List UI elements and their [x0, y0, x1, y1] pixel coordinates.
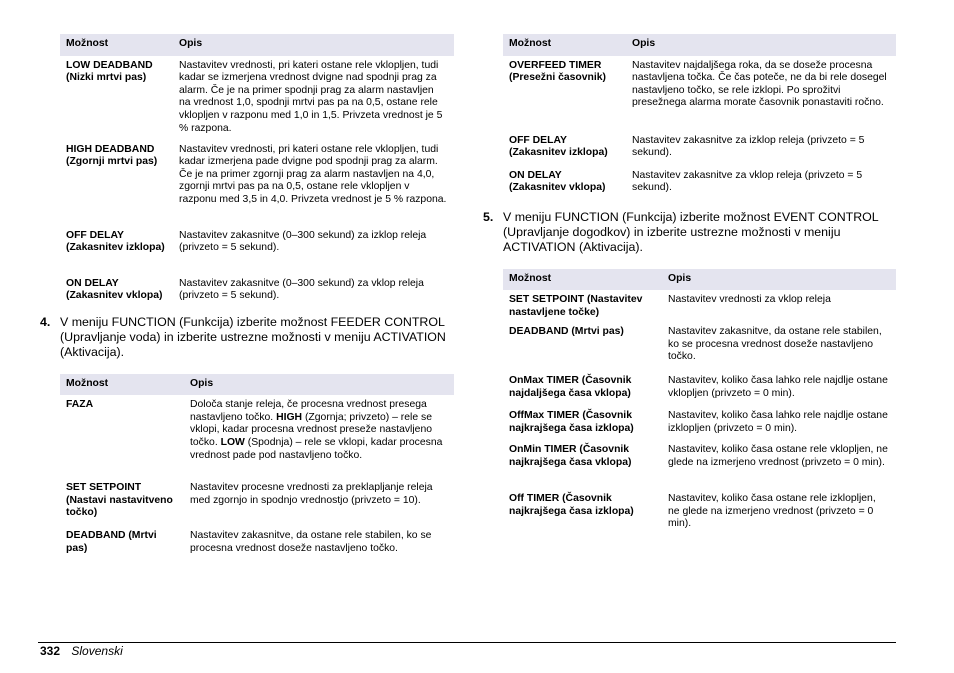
option-description: Nastavitev, koliko časa lahko rele najdlje ostane vklopljen (privzeto = 0 min). — [668, 375, 888, 399]
option-name: SET SETPOINT (Nastavitev nastavljene točke) — [509, 294, 643, 318]
table-row — [60, 56, 454, 144]
column-header: Možnost — [503, 269, 662, 291]
step-5 — [483, 210, 896, 255]
table-row — [60, 278, 454, 306]
option-name: SET SETPOINT (Nastavi nastavitveno točko) — [66, 482, 173, 519]
column-header: Možnost — [60, 374, 184, 396]
option-description: Nastavitev vrednosti, pri kateri ostane rele vklopljen, tudi kadar se izmerjena vrednost dvigne nad spodnji prag za alarm. Če je na primer spodnji prag za alarm nastavljen na vrednost 1,0, spodnji mrtvi pas pa na 0,5, ostane rele vklopljen v razponu med 1,0 in 1,5. Privzeta vrednost je 5 % razpona. — [179, 59, 443, 134]
option-description: Nastavitev, koliko časa ostane rele vklopljen, ne glede na izmerjeno vrednost (privzeto = 0 min). — [668, 444, 888, 468]
option-name: OffMax TIMER (Časovnik najkrajšega časa izklopa) — [509, 410, 634, 434]
event-control-table — [503, 269, 896, 534]
option-name: ON DELAY (Zakasnitev vklopa) — [66, 277, 163, 302]
option-description: Nastavitev zakasnitve, da ostane rele stabilen, ko se procesna vrednost doseže nastavljeno točko. — [190, 530, 432, 554]
description-keyword: LOW — [220, 436, 245, 448]
step-number: 4. — [40, 314, 51, 329]
option-description: Nastavitev, koliko časa ostane rele izklopljen, ne glede na izmerjeno vrednost (privzeto = 0 min). — [668, 493, 876, 530]
table-row — [60, 482, 454, 530]
description-text: (Zgornja; privzeto) – rele se vklopi, kadar procesna vrednost preseže nastavljeno točko. — [190, 411, 433, 448]
option-name: ON DELAY (Zakasnitev vklopa) — [509, 169, 606, 194]
option-name: LOW DEADBAND (Nizki mrtvi pas) — [66, 59, 153, 84]
step-text: V meniju FUNCTION (Funkcija) izberite možnost FEEDER CONTROL (Upravljanje voda) in izberite ustrezne možnosti v meniju ACTIVATION (Aktivacija). — [60, 314, 446, 359]
step-number: 5. — [483, 209, 494, 224]
option-name: OFF DELAY (Zakasnitev izklopa) — [66, 229, 165, 254]
column-header: Možnost — [503, 34, 626, 56]
footer-language: Slovenski — [71, 644, 123, 658]
option-description: Nastavitev vrednosti, pri kateri ostane rele vklopljen, tudi kadar izmerjena pade dvigne pod spodnji prag za alarm. Če je na primer zgornji prag za alarm nastavljen na 4,0, zgornji mrtvi pas pa na 0,5, ostane rele vklopljen v razponu med 3,5 in 4,0. Privzeta vrednost je 5 % razpona. — [179, 143, 447, 205]
option-name: OFF DELAY (Zakasnitev izklopa) — [509, 134, 608, 159]
option-name: Off TIMER (Časovnik najkrajšega časa izklopa) — [509, 493, 634, 517]
option-description: Nastavitev, koliko časa lahko rele najdlje ostane izklopljen (privzeto = 0 min). — [668, 410, 888, 434]
option-name: OnMin TIMER (Časovnik najkrajšega časa vklopa) — [509, 444, 632, 468]
option-name: DEADBAND (Mrtvi pas) — [66, 530, 157, 554]
description-text: (Spodnja) – rele se vklopi, kadar procesna vrednost pade pod nastavljeno točko. — [190, 436, 443, 461]
table-header-row — [503, 34, 896, 56]
option-description: Nastavitev procesne vrednosti za preklapljanje releja med zgornjo in spodnjo vrednostjo (privzeto = 10). — [190, 482, 433, 506]
table-row — [503, 56, 896, 135]
feeder-control-table — [60, 374, 454, 559]
option-name: OnMax TIMER (Časovnik najdaljšega časa vklopa) — [509, 375, 632, 399]
table-row — [60, 230, 454, 278]
column-header: Možnost — [60, 34, 173, 56]
table-header-row — [60, 34, 454, 56]
option-description: Nastavitev zakasnitve, da ostane rele stabilen, ko se procesna vrednost doseže nastavljeno točko. — [668, 326, 882, 363]
option-name: DEADBAND (Mrtvi pas) — [509, 326, 624, 338]
low-high-deadband-table — [60, 34, 454, 306]
page-number: 332 — [40, 644, 61, 658]
description-text: Določa stanje releja, če procesna vrednost presega nastavljeno točko. — [190, 399, 427, 423]
table-row — [503, 444, 896, 493]
option-description: Nastavitev zakasnitve za izklop releja (privzeto = 5 sekund). — [632, 134, 865, 159]
table-row — [503, 410, 896, 444]
column-header: Opis — [626, 34, 896, 56]
table-row — [503, 135, 896, 170]
option-description — [184, 395, 454, 482]
option-description: Nastavitev najdaljšega roka, da se doseže procesna nastavljena točka. Če čas poteče, ne da bi rele dosegel nastavljeno točko, se rele izklopi. Po sprožitvi presežnega alarma morate časovnik ponastaviti ročno. — [632, 59, 887, 109]
table-row — [60, 144, 454, 230]
table-row — [503, 326, 896, 375]
table-row — [503, 290, 896, 326]
option-name: OVERFEED TIMER (Presežni časovnik) — [509, 59, 607, 84]
column-header: Opis — [184, 374, 454, 396]
column-header: Opis — [173, 34, 454, 56]
step-text: V meniju FUNCTION (Funkcija) izberite možnost EVENT CONTROL (Upravljanje dogodkov) in izberite ustrezne možnosti v meniju ACTIVATION (Aktivacija). — [503, 209, 879, 254]
table-header-row — [503, 269, 896, 291]
table-row — [503, 375, 896, 410]
table-row — [503, 493, 896, 533]
overfeed-timer-table — [503, 34, 896, 198]
right-column — [483, 34, 896, 533]
option-description: Nastavitev zakasnitve (0–300 sekund) za izklop releja (privzeto = 5 sekund). — [179, 229, 427, 254]
option-name: HIGH DEADBAND (Zgornji mrtvi pas) — [66, 143, 158, 168]
option-description: Nastavitev vrednosti za vklop releja — [668, 294, 831, 306]
table-row — [503, 170, 896, 198]
description-keyword: HIGH — [276, 411, 303, 423]
step-4 — [40, 315, 454, 360]
option-description: Nastavitev zakasnitve za vklop releja (privzeto = 5 sekund). — [632, 169, 863, 194]
column-header: Opis — [662, 269, 896, 291]
table-row — [60, 530, 454, 558]
option-description: Nastavitev zakasnitve (0–300 sekund) za vklop releja (privzeto = 5 sekund). — [179, 277, 424, 302]
table-header-row — [60, 374, 454, 396]
left-column — [40, 34, 454, 558]
page-footer — [40, 644, 123, 658]
option-name: FAZA — [66, 399, 94, 411]
footer-divider — [38, 642, 896, 643]
table-row — [60, 395, 454, 482]
